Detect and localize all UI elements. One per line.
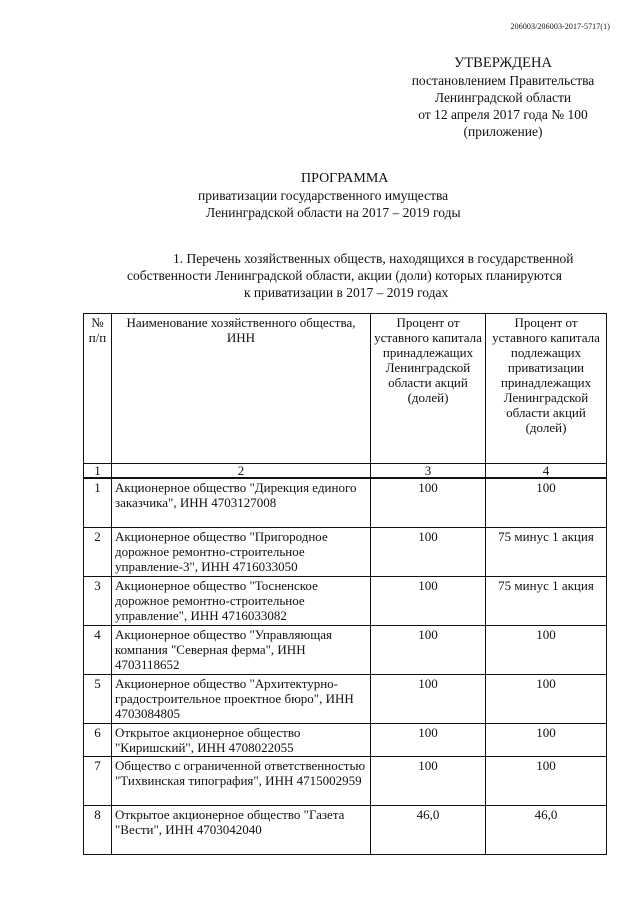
row-number: 5 [84, 675, 112, 724]
approval-line: постановлением Правительства [411, 73, 595, 88]
companies-table [83, 313, 607, 855]
approval-stamp [398, 55, 608, 140]
row-number: 8 [84, 806, 112, 855]
row-number: 1 [84, 478, 112, 528]
company-name: Акционерное общество "Управляющая компания "Северная ферма", ИНН 4703118652 [112, 626, 371, 675]
column-number: 3 [371, 464, 486, 479]
table-row [84, 724, 607, 757]
header-number: № п/п [84, 314, 112, 464]
program-subtitle: Ленинградской области на 2017 – 2019 годы [206, 205, 461, 220]
table-row [84, 806, 607, 855]
document-number: 206003/206003-2017-5717(1) [510, 22, 610, 31]
row-number: 7 [84, 757, 112, 806]
section-heading-line: собственности Ленинградской области, акции (доли) которых планируются [127, 268, 562, 283]
table-row [84, 577, 607, 626]
program-subtitle: приватизации государственного имущества [198, 188, 449, 203]
table-row [84, 757, 607, 806]
company-name: Акционерное общество "Архитектурно-градостроительное проектное бюро", ИНН 4703084805 [112, 675, 371, 724]
table-header-row [84, 314, 607, 464]
company-name: Открытое акционерное общество "Газета "Вести", ИНН 4703042040 [112, 806, 371, 855]
header-company-name: Наименование хозяйственного общества, ИНН [112, 314, 371, 464]
approval-line: Ленинградской области [434, 90, 572, 105]
header-privatize-percent: Процент от уставного капитала подлежащих приватизации принадлежащих Ленинградской области акций (долей) [486, 314, 607, 464]
owned-percent: 100 [371, 675, 486, 724]
row-number: 2 [84, 528, 112, 577]
privatize-percent: 100 [486, 675, 607, 724]
owned-percent: 100 [371, 757, 486, 806]
company-name: Акционерное общество "Дирекция единого заказчика", ИНН 4703127008 [112, 478, 371, 528]
row-number: 4 [84, 626, 112, 675]
owned-percent: 100 [371, 528, 486, 577]
column-number: 2 [112, 464, 371, 479]
owned-percent: 100 [371, 626, 486, 675]
row-number: 6 [84, 724, 112, 757]
privatize-percent: 100 [486, 724, 607, 757]
column-number-row [84, 464, 607, 479]
privatize-percent: 100 [486, 478, 607, 528]
table-row [84, 478, 607, 528]
table-row [84, 626, 607, 675]
approval-line: от 12 апреля 2017 года № 100 [418, 107, 588, 122]
program-title-block [0, 170, 640, 221]
table-row [84, 675, 607, 724]
company-name: Общество с ограниченной ответственностью "Тихвинская типография", ИНН 4715002959 [112, 757, 371, 806]
section-heading-line: 1. Перечень хозяйственных обществ, находящихся в государственной [173, 251, 574, 266]
privatize-percent: 75 минус 1 акция [486, 528, 607, 577]
company-name: Открытое акционерное общество "Киришский", ИНН 4708022055 [112, 724, 371, 757]
section-heading [0, 250, 640, 301]
approval-line: (приложение) [463, 124, 543, 139]
privatize-percent: 46,0 [486, 806, 607, 855]
column-number: 4 [486, 464, 607, 479]
row-number: 3 [84, 577, 112, 626]
header-owned-percent: Процент от уставного капитала принадлежащих Ленинградской области акций (долей) [371, 314, 486, 464]
owned-percent: 100 [371, 577, 486, 626]
column-number: 1 [84, 464, 112, 479]
owned-percent: 100 [371, 724, 486, 757]
owned-percent: 100 [371, 478, 486, 528]
owned-percent: 46,0 [371, 806, 486, 855]
privatize-percent: 100 [486, 757, 607, 806]
section-heading-line: к приватизации в 2017 – 2019 годах [244, 285, 449, 300]
program-title: ПРОГРАММА [301, 171, 389, 186]
approval-title: УТВЕРЖДЕНА [454, 55, 552, 71]
company-name: Акционерное общество "Пригородное дорожное ремонтно-строительное управление-3", ИНН 4716033050 [112, 528, 371, 577]
privatize-percent: 100 [486, 626, 607, 675]
table-row [84, 528, 607, 577]
privatize-percent: 75 минус 1 акция [486, 577, 607, 626]
company-name: Акционерное общество "Тосненское дорожное ремонтно-строительное управление", ИНН 4716033082 [112, 577, 371, 626]
